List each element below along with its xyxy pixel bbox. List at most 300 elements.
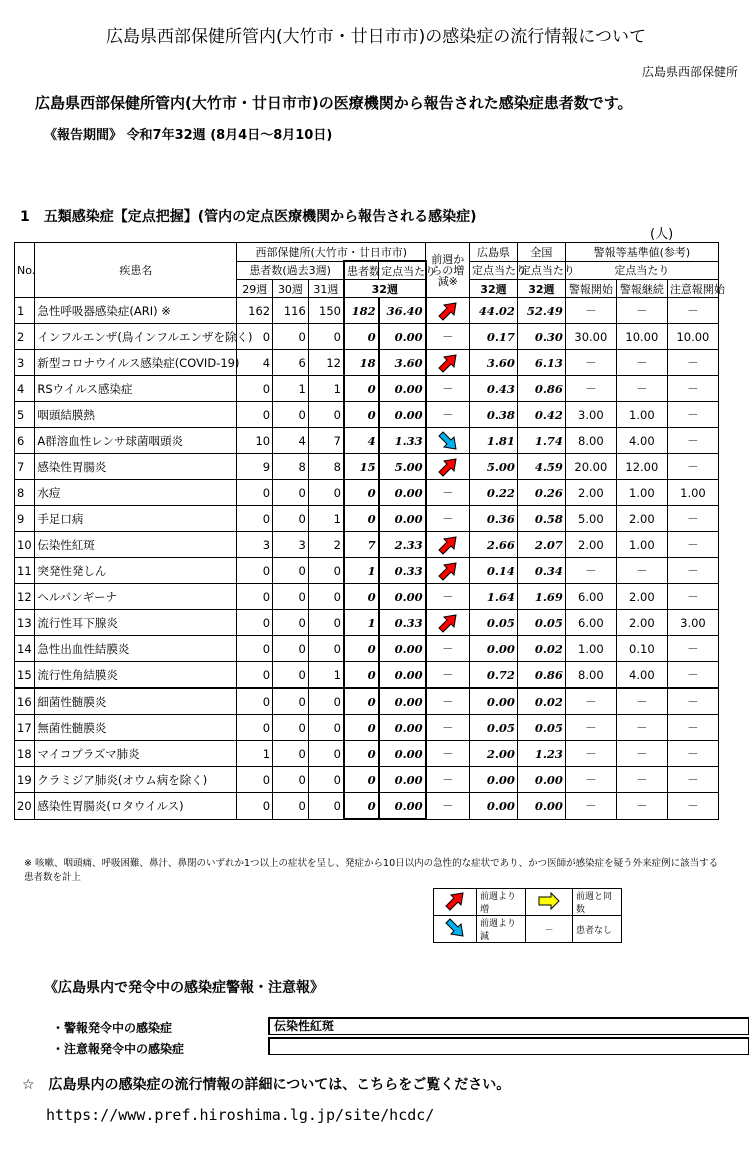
caution-start-value: －	[667, 298, 718, 324]
row-no: 19	[15, 767, 35, 793]
count-w30: 0	[273, 741, 309, 767]
table-row	[15, 480, 719, 506]
count-w32: 1	[344, 558, 379, 584]
count-w29: 0	[237, 662, 273, 689]
trend-up-icon	[436, 353, 460, 373]
count-w30: 0	[273, 558, 309, 584]
count-w30: 116	[273, 298, 309, 324]
per-point-w32: 5.00	[379, 454, 426, 480]
per-point-w32: 0.00	[379, 741, 426, 767]
disease-name: 細菌性髄膜炎	[35, 688, 237, 715]
trend-up-icon	[436, 457, 460, 477]
caution-start-value: －	[667, 350, 718, 376]
alarm-start-value: 8.00	[565, 662, 616, 689]
caution-start-value: －	[667, 662, 718, 689]
pref-per-point: 0.00	[469, 636, 517, 662]
row-no: 11	[15, 558, 35, 584]
per-point-w32: 0.00	[379, 662, 426, 689]
caution-start-value: －	[667, 402, 718, 428]
trend: －	[426, 715, 470, 741]
per-point-w32: 0.00	[379, 506, 426, 532]
footnote: ※ 咳嗽、咽頭痛、呼吸困難、鼻汁、鼻閉のいずれか1つ以上の症状を呈し、発症から10日以内の急性的な症状であり、かつ医師が感染症を疑う外来症例に該当する患者数を計上	[24, 858, 719, 883]
alarm-cont-value: 2.00	[616, 584, 667, 610]
alarm-start-value: －	[565, 767, 616, 793]
alarm-cont-value: 12.00	[616, 454, 667, 480]
pref-per-point: 44.02	[469, 298, 517, 324]
alarm-start-value: 20.00	[565, 454, 616, 480]
count-w30: 0	[273, 636, 309, 662]
alarm-start-value: －	[565, 350, 616, 376]
table-row	[15, 688, 719, 715]
section-heading: 1 五類感染症【定点把握】(管内の定点医療機関から報告される感染症)	[20, 209, 477, 225]
alerts-heading: 《広島県内で発令中の感染症警報・注意報》	[44, 980, 324, 996]
count-w29: 0	[237, 688, 273, 715]
alarm-cont-value: －	[616, 688, 667, 715]
alarm-start-value: 6.00	[565, 584, 616, 610]
national-per-point: 0.02	[517, 688, 565, 715]
count-w31: 2	[308, 532, 344, 558]
header-west: 西部保健所(大竹市・廿日市市)	[237, 243, 426, 262]
alarm-cont-value: －	[616, 298, 667, 324]
count-w32: 0	[344, 636, 379, 662]
count-w32: 0	[344, 480, 379, 506]
count-w32: 1	[344, 610, 379, 636]
count-w30: 0	[273, 610, 309, 636]
count-w32: 0	[344, 584, 379, 610]
pref-per-point: 2.00	[469, 741, 517, 767]
count-w31: 0	[308, 558, 344, 584]
national-per-point: 0.00	[517, 767, 565, 793]
table-row	[15, 610, 719, 636]
alarm-start-value: 2.00	[565, 532, 616, 558]
trend	[426, 428, 470, 454]
disease-name: インフルエンザ(鳥インフルエンザを除く)	[35, 324, 237, 350]
count-w32: 4	[344, 428, 379, 454]
national-per-point: 52.49	[517, 298, 565, 324]
alarm-cont-value: －	[616, 376, 667, 402]
trend: －	[426, 402, 470, 428]
national-per-point: 2.07	[517, 532, 565, 558]
table-row	[15, 793, 719, 820]
national-per-point: 1.74	[517, 428, 565, 454]
national-per-point: 0.34	[517, 558, 565, 584]
trend: －	[426, 506, 470, 532]
count-w32: 0	[344, 402, 379, 428]
count-w32: 15	[344, 454, 379, 480]
pref-per-point: 1.64	[469, 584, 517, 610]
per-point-w32: 0.00	[379, 324, 426, 350]
alarm-start-value: －	[565, 793, 616, 820]
row-no: 13	[15, 610, 35, 636]
national-per-point: 0.58	[517, 506, 565, 532]
legend-down-label: 前週より減	[477, 916, 526, 943]
trend: －	[426, 662, 470, 689]
pref-per-point: 0.17	[469, 324, 517, 350]
count-w31: 0	[308, 480, 344, 506]
caution-start-value: －	[667, 428, 718, 454]
alarm-cont-value: －	[616, 350, 667, 376]
table-row	[15, 584, 719, 610]
count-w31: 7	[308, 428, 344, 454]
caution-label: ・注意報発令中の感染症	[52, 1042, 185, 1056]
count-w29: 0	[237, 480, 273, 506]
alarm-start-value: 6.00	[565, 610, 616, 636]
count-w30: 0	[273, 767, 309, 793]
count-w32: 7	[344, 532, 379, 558]
alarm-start-value: 1.00	[565, 636, 616, 662]
national-per-point: 0.00	[517, 793, 565, 820]
disease-name: 感染性胃腸炎	[35, 454, 237, 480]
count-w30: 6	[273, 350, 309, 376]
per-point-w32: 0.00	[379, 767, 426, 793]
count-w32: 0	[344, 688, 379, 715]
count-w32: 0	[344, 506, 379, 532]
trend	[426, 558, 470, 584]
count-w30: 4	[273, 428, 309, 454]
count-w29: 3	[237, 532, 273, 558]
disease-name: 流行性耳下腺炎	[35, 610, 237, 636]
per-point-w32: 0.00	[379, 402, 426, 428]
legend-same-label: 前週と同数	[573, 889, 622, 916]
count-w29: 0	[237, 558, 273, 584]
caution-start-value: －	[667, 688, 718, 715]
count-w32: 182	[344, 298, 379, 324]
per-point-w32: 0.00	[379, 584, 426, 610]
per-point-w32: 0.00	[379, 793, 426, 820]
caution-start-value: 10.00	[667, 324, 718, 350]
row-no: 7	[15, 454, 35, 480]
count-w29: 0	[237, 402, 273, 428]
header-alarm-start: 警報開始	[565, 280, 616, 298]
count-w29: 4	[237, 350, 273, 376]
caution-start-value: －	[667, 767, 718, 793]
count-w31: 1	[308, 662, 344, 689]
count-w29: 0	[237, 793, 273, 820]
count-w29: 0	[237, 324, 273, 350]
national-per-point: 0.30	[517, 324, 565, 350]
pref-per-point: 0.00	[469, 793, 517, 820]
per-point-w32: 0.00	[379, 376, 426, 402]
trend: －	[426, 688, 470, 715]
legend-none-label: 患者なし	[573, 916, 622, 943]
count-w29: 0	[237, 767, 273, 793]
trend: －	[426, 741, 470, 767]
table-row	[15, 532, 719, 558]
national-per-point: 0.05	[517, 715, 565, 741]
count-w30: 0	[273, 688, 309, 715]
count-w30: 0	[273, 662, 309, 689]
table-row	[15, 454, 719, 480]
row-no: 15	[15, 662, 35, 689]
trend-up-icon	[436, 535, 460, 555]
table-row	[15, 298, 719, 324]
count-w29: 1	[237, 741, 273, 767]
pref-per-point: 3.60	[469, 350, 517, 376]
alarm-start-value: 3.00	[565, 402, 616, 428]
header-w29: 29週	[237, 280, 273, 298]
header-threshold: 警報等基準値(参考)	[565, 243, 718, 262]
trend: －	[426, 584, 470, 610]
count-w32: 0	[344, 741, 379, 767]
disease-name: 無菌性髄膜炎	[35, 715, 237, 741]
count-w30: 1	[273, 376, 309, 402]
table-row	[15, 376, 719, 402]
header-w31: 31週	[308, 280, 344, 298]
detail-link[interactable]: https://www.pref.hiroshima.lg.jp/site/hcdc/	[46, 1106, 435, 1124]
trend-up-icon	[436, 561, 460, 581]
header-counts-past: 患者数(過去3週)	[237, 261, 344, 280]
header-nat-w32: 32週	[517, 280, 565, 298]
row-no: 18	[15, 741, 35, 767]
count-w29: 0	[237, 610, 273, 636]
caution-start-value: －	[667, 454, 718, 480]
disease-name: 急性呼吸器感染症(ARI) ※	[35, 298, 237, 324]
count-w32: 18	[344, 350, 379, 376]
header-disease: 疾患名	[35, 243, 237, 298]
per-point-w32: 0.33	[379, 610, 426, 636]
alarm-start-value: －	[565, 741, 616, 767]
count-w30: 0	[273, 324, 309, 350]
row-no: 1	[15, 298, 35, 324]
count-w29: 0	[237, 584, 273, 610]
count-w30: 0	[273, 480, 309, 506]
count-w30: 0	[273, 715, 309, 741]
alarm-start-value: 5.00	[565, 506, 616, 532]
per-point-w32: 3.60	[379, 350, 426, 376]
per-point-w32: 2.33	[379, 532, 426, 558]
pref-per-point: 0.00	[469, 688, 517, 715]
row-no: 9	[15, 506, 35, 532]
count-w31: 0	[308, 767, 344, 793]
trend: －	[426, 376, 470, 402]
caution-start-value: 1.00	[667, 480, 718, 506]
row-no: 4	[15, 376, 35, 402]
row-no: 6	[15, 428, 35, 454]
per-point-w32: 0.00	[379, 688, 426, 715]
alarm-cont-value: 1.00	[616, 402, 667, 428]
legend-up-icon	[434, 889, 477, 916]
row-no: 10	[15, 532, 35, 558]
count-w29: 0	[237, 715, 273, 741]
alarm-start-value: 2.00	[565, 480, 616, 506]
trend: －	[426, 324, 470, 350]
count-w31: 8	[308, 454, 344, 480]
disease-name: ヘルパンギーナ	[35, 584, 237, 610]
trend	[426, 298, 470, 324]
alarm-cont-value: 2.00	[616, 506, 667, 532]
table-row	[15, 350, 719, 376]
count-w30: 8	[273, 454, 309, 480]
count-w32: 0	[344, 376, 379, 402]
alarm-cont-value: 1.00	[616, 532, 667, 558]
header-national: 全国	[517, 243, 565, 262]
trend	[426, 610, 470, 636]
count-w31: 1	[308, 506, 344, 532]
caution-value	[268, 1037, 749, 1055]
header-count-now: 患者数	[344, 261, 379, 280]
alarm-cont-value: 1.00	[616, 480, 667, 506]
trend	[426, 532, 470, 558]
national-per-point: 6.13	[517, 350, 565, 376]
count-w30: 0	[273, 506, 309, 532]
header-w32: 32週	[344, 280, 426, 298]
disease-name: A群溶血性レンサ球菌咽頭炎	[35, 428, 237, 454]
count-w32: 0	[344, 767, 379, 793]
disease-name: 新型コロナウイルス感染症(COVID-19)	[35, 350, 237, 376]
pref-per-point: 1.81	[469, 428, 517, 454]
disease-name: 咽頭結膜熱	[35, 402, 237, 428]
count-w32: 0	[344, 324, 379, 350]
alarm-cont-value: －	[616, 793, 667, 820]
unit-label: (人)	[650, 227, 674, 242]
national-per-point: 1.23	[517, 741, 565, 767]
alarm-start-value: 30.00	[565, 324, 616, 350]
trend: －	[426, 636, 470, 662]
disease-name: RSウイルス感染症	[35, 376, 237, 402]
row-no: 14	[15, 636, 35, 662]
national-per-point: 0.86	[517, 662, 565, 689]
trend	[426, 350, 470, 376]
national-per-point: 0.26	[517, 480, 565, 506]
alarm-start-value: －	[565, 715, 616, 741]
pref-per-point: 0.22	[469, 480, 517, 506]
caution-start-value: －	[667, 584, 718, 610]
count-w31: 0	[308, 741, 344, 767]
national-per-point: 1.69	[517, 584, 565, 610]
header-pref-sub: 定点当たり	[469, 261, 517, 280]
count-w29: 0	[237, 636, 273, 662]
caution-start-value: －	[667, 506, 718, 532]
alarm-start-value: 8.00	[565, 428, 616, 454]
table-row	[15, 428, 719, 454]
alarm-cont-value: －	[616, 767, 667, 793]
row-no: 12	[15, 584, 35, 610]
disease-name: マイコプラズマ肺炎	[35, 741, 237, 767]
alarm-start-value: －	[565, 376, 616, 402]
alarm-cont-value: 4.00	[616, 662, 667, 689]
table-row	[15, 662, 719, 689]
pref-per-point: 0.00	[469, 767, 517, 793]
row-no: 8	[15, 480, 35, 506]
count-w29: 0	[237, 376, 273, 402]
disease-name: 突発性発しん	[35, 558, 237, 584]
pref-per-point: 0.43	[469, 376, 517, 402]
table-row	[15, 506, 719, 532]
national-per-point: 0.05	[517, 610, 565, 636]
caution-start-value: 3.00	[667, 610, 718, 636]
row-no: 16	[15, 688, 35, 715]
header-per-point: 定点当たり	[379, 261, 426, 280]
per-point-w32: 36.40	[379, 298, 426, 324]
alarm-start-value: －	[565, 688, 616, 715]
row-no: 2	[15, 324, 35, 350]
table-row	[15, 741, 719, 767]
count-w31: 12	[308, 350, 344, 376]
caution-start-value: －	[667, 532, 718, 558]
alarm-cont-value: 4.00	[616, 428, 667, 454]
header-no: No.	[15, 243, 35, 298]
count-w32: 0	[344, 793, 379, 820]
trend-up-icon	[436, 301, 460, 321]
alarm-cont-value: －	[616, 558, 667, 584]
header-alarm-cont: 警報継続	[616, 280, 667, 298]
alarm-label: ・警報発令中の感染症	[52, 1021, 173, 1035]
organization-name: 広島県西部保健所	[641, 65, 738, 79]
count-w31: 0	[308, 584, 344, 610]
disease-table	[14, 242, 725, 820]
count-w31: 0	[308, 610, 344, 636]
header-pref-w32: 32週	[469, 280, 517, 298]
report-period: 《報告期間》 令和7年32週 (8月4日～8月10日)	[44, 128, 333, 143]
caution-start-value: －	[667, 715, 718, 741]
header-w30: 30週	[273, 280, 309, 298]
disease-name: 手足口病	[35, 506, 237, 532]
national-per-point: 0.02	[517, 636, 565, 662]
alarm-cont-value: 0.10	[616, 636, 667, 662]
header-caution-start: 注意報開始	[667, 280, 718, 298]
caution-start-value: －	[667, 741, 718, 767]
disease-name: 流行性角結膜炎	[35, 662, 237, 689]
pref-per-point: 0.14	[469, 558, 517, 584]
alarm-start-value: －	[565, 298, 616, 324]
table-row	[15, 715, 719, 741]
pref-per-point: 0.05	[469, 610, 517, 636]
count-w30: 0	[273, 793, 309, 820]
table-row	[15, 324, 719, 350]
trend-up-icon	[436, 613, 460, 633]
pref-per-point: 5.00	[469, 454, 517, 480]
caution-start-value: －	[667, 793, 718, 820]
count-w29: 0	[237, 506, 273, 532]
table-row	[15, 558, 719, 584]
caution-start-value: －	[667, 376, 718, 402]
page-title: 広島県西部保健所管内(大竹市・廿日市市)の感染症の流行情報について	[106, 27, 646, 47]
count-w32: 0	[344, 715, 379, 741]
caution-start-value: －	[667, 636, 718, 662]
national-per-point: 0.42	[517, 402, 565, 428]
disease-name: 伝染性紅斑	[35, 532, 237, 558]
disease-name: 感染性胃腸炎(ロタウイルス)	[35, 793, 237, 820]
intro-text: 広島県西部保健所管内(大竹市・廿日市市)の医療機関から報告された感染症患者数です。	[35, 94, 633, 112]
alarm-cont-value: －	[616, 715, 667, 741]
count-w29: 9	[237, 454, 273, 480]
pref-per-point: 0.36	[469, 506, 517, 532]
legend-dash: －	[526, 916, 573, 943]
header-trend: 前週からの増減※	[426, 243, 470, 298]
row-no: 5	[15, 402, 35, 428]
count-w31: 0	[308, 636, 344, 662]
trend: －	[426, 767, 470, 793]
count-w30: 3	[273, 532, 309, 558]
count-w31: 150	[308, 298, 344, 324]
trend: －	[426, 793, 470, 820]
pref-per-point: 0.38	[469, 402, 517, 428]
pref-per-point: 0.05	[469, 715, 517, 741]
disease-name: 急性出血性結膜炎	[35, 636, 237, 662]
count-w32: 0	[344, 662, 379, 689]
detail-text: ☆ 広島県内の感染症の流行情報の詳細については、こちらをご覧ください。	[22, 1077, 511, 1093]
disease-name: クラミジア肺炎(オウム病を除く)	[35, 767, 237, 793]
header-threshold-per: 定点当たり	[565, 261, 718, 280]
trend-down-icon	[436, 431, 460, 451]
row-no: 3	[15, 350, 35, 376]
alarm-cont-value: －	[616, 741, 667, 767]
count-w30: 0	[273, 402, 309, 428]
legend-down-icon	[434, 916, 477, 943]
per-point-w32: 0.00	[379, 480, 426, 506]
per-point-w32: 0.00	[379, 636, 426, 662]
disease-name: 水痘	[35, 480, 237, 506]
